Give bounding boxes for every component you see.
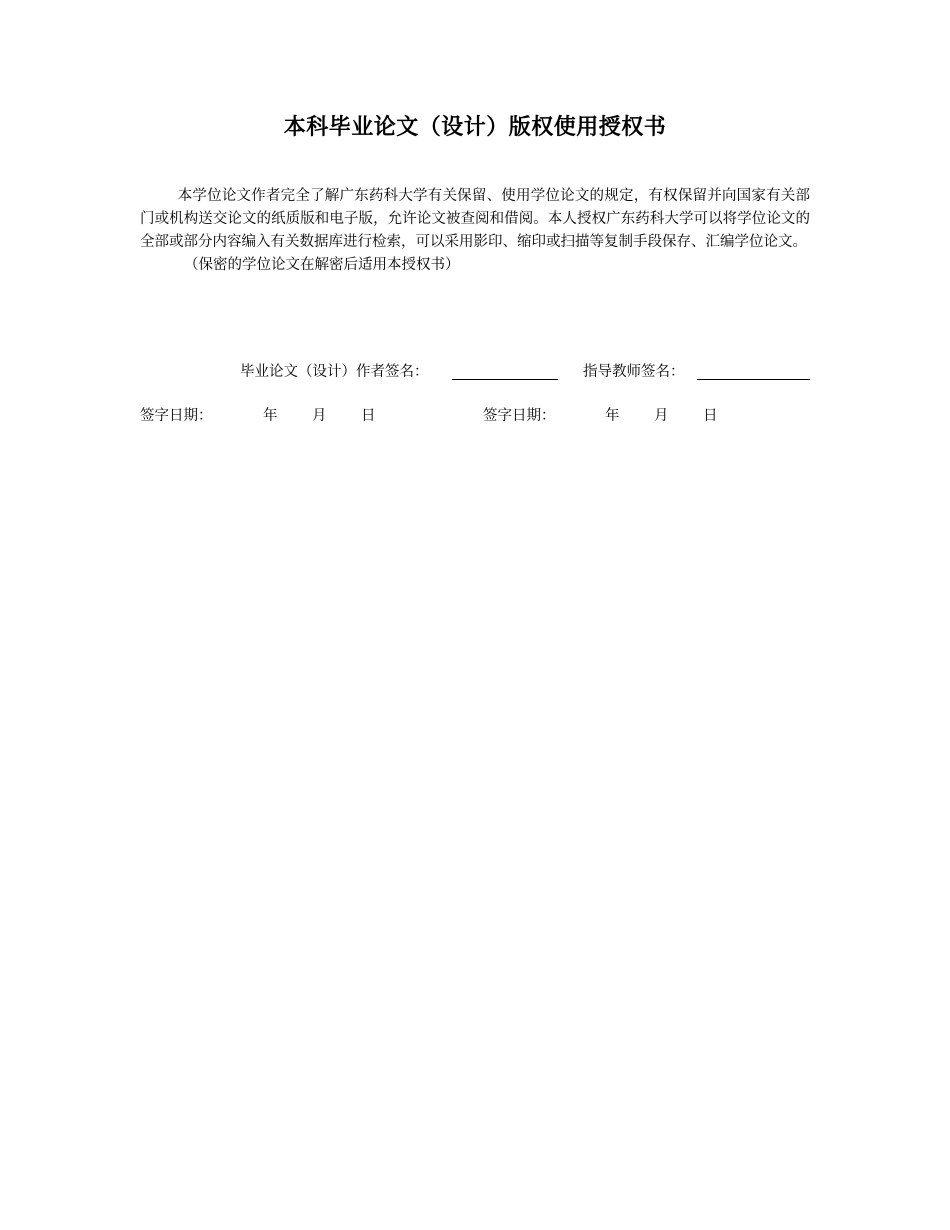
authorization-text bbox=[140, 185, 810, 277]
signature-date-row bbox=[0, 404, 950, 430]
confidential-note: （保密的学位论文在解密后适用本授权书） bbox=[184, 257, 460, 273]
advisor-signature-line[interactable] bbox=[697, 379, 810, 380]
signature-row bbox=[0, 360, 950, 386]
author-date-year: 年 bbox=[263, 408, 278, 424]
author-date-day: 日 bbox=[361, 408, 376, 424]
advisor-date-month: 月 bbox=[654, 408, 669, 424]
author-signature-label: 毕业论文（设计）作者签名： bbox=[240, 364, 429, 380]
advisor-date-year: 年 bbox=[605, 408, 620, 424]
author-date-month: 月 bbox=[312, 408, 327, 424]
authorization-paragraph: 本学位论文作者完全了解广东药科大学有关保留、使用学位论文的规定，有权保留并向国家有关部门或机构送交论文的纸质版和电子版，允许论文被查阅和借阅。本人授权广东药科大学可以将学位论文的全部或部分内容编入有关数据库进行检索，可以采用影印、缩印或扫描等复制手段保存、汇编学位论文。 bbox=[140, 188, 810, 250]
advisor-date-day: 日 bbox=[703, 408, 718, 424]
document-title: 本科毕业论文（设计）版权使用授权书 bbox=[283, 115, 667, 140]
advisor-date-label: 签字日期： bbox=[483, 408, 556, 424]
advisor-signature-label: 指导教师签名： bbox=[583, 364, 685, 380]
author-signature-line[interactable] bbox=[452, 379, 558, 380]
author-date-label: 签字日期： bbox=[140, 408, 213, 424]
